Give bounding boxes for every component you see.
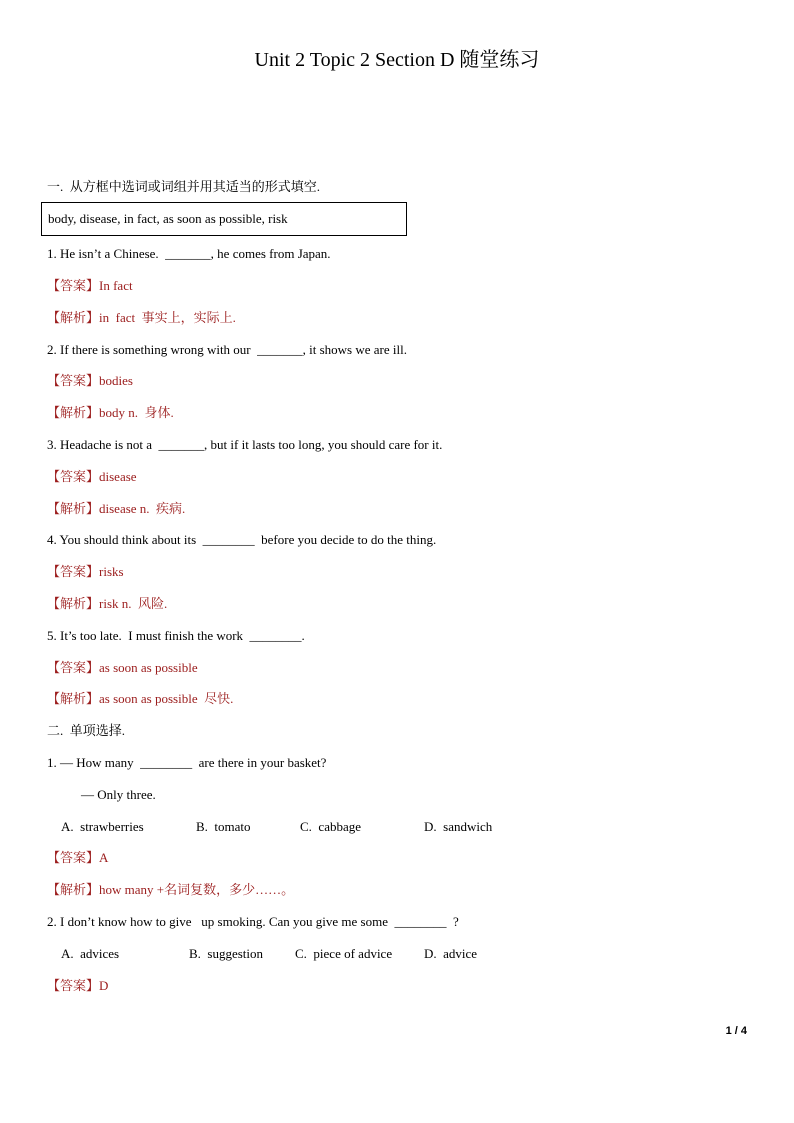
- analysis-tag: 【解析】: [47, 882, 100, 897]
- analysis-tag: 【解析】: [47, 501, 100, 516]
- mc-question-2-options: [0, 945, 794, 1053]
- option-d: D. advice: [424, 946, 478, 961]
- analysis-tag: 【解析】: [47, 596, 100, 611]
- answer-3: [47, 468, 137, 486]
- answer-4: [47, 563, 124, 581]
- page-number: 1 / 4: [725, 1025, 747, 1037]
- analysis-4: [47, 595, 167, 613]
- option-a: A. advices: [61, 946, 120, 961]
- word-box: body, disease, in fact, as soon as possible, risk: [41, 202, 407, 236]
- answer-tag: 【答案】: [47, 373, 100, 388]
- analysis-1: [47, 309, 236, 327]
- question-2: 2. If there is something wrong with our _______, it shows we are ill.: [47, 342, 407, 357]
- mc-question-2: 2. I don’t know how to give up smoking. Can you give me some ________ ?: [47, 914, 459, 929]
- answer-text: risks: [99, 564, 124, 579]
- answer-5: [47, 659, 198, 677]
- analysis-5: [47, 690, 233, 708]
- analysis-3: [47, 500, 185, 518]
- option-d: D. sandwich: [424, 819, 493, 834]
- analysis-text: how many +名词复数，多少……。: [99, 882, 295, 897]
- question-1: 1. He isn’t a Chinese. _______, he comes from Japan.: [47, 246, 331, 261]
- analysis-tag: 【解析】: [47, 310, 100, 325]
- analysis-text: body n. 身体.: [99, 405, 174, 420]
- option-a: A. strawberries: [61, 819, 144, 834]
- option-b: B. tomato: [196, 819, 251, 834]
- answer-text: bodies: [99, 373, 133, 388]
- option-c: C. cabbage: [300, 819, 362, 834]
- answer-tag: 【答案】: [47, 278, 100, 293]
- answer-text: disease: [99, 469, 137, 484]
- analysis-2: [47, 404, 174, 422]
- answer-tag: 【答案】: [47, 660, 100, 675]
- mc-question-1-options: [0, 818, 794, 926]
- section1-heading: 一. 从方框中选词或词组并用其适当的形式填空.: [47, 179, 321, 194]
- analysis-tag: 【解析】: [47, 405, 100, 420]
- analysis-tag: 【解析】: [47, 691, 100, 706]
- question-5: 5. It’s too late. I must finish the work ________.: [47, 628, 305, 643]
- answer-tag: 【答案】: [47, 850, 100, 865]
- answer-text: In fact: [99, 278, 133, 293]
- answer-tag: 【答案】: [47, 564, 100, 579]
- answer-text: D: [99, 978, 109, 993]
- section2-heading: 二. 单项选择.: [47, 723, 126, 738]
- mc-question-1: 1. — How many ________ are there in your basket?: [47, 755, 327, 770]
- mc-analysis-1: [47, 881, 294, 899]
- mc-answer-1: [47, 849, 108, 867]
- answer-tag: 【答案】: [47, 978, 100, 993]
- answer-text: as soon as possible: [99, 660, 198, 675]
- answer-1: [47, 277, 133, 295]
- mc-answer-2: [47, 977, 108, 995]
- page-title: Unit 2 Topic 2 Section D 随堂练习: [254, 49, 540, 71]
- analysis-text: disease n. 疾病.: [99, 501, 186, 516]
- analysis-text: in fact 事实上，实际上.: [99, 310, 236, 325]
- answer-text: A: [99, 850, 109, 865]
- question-4: 4. You should think about its ________ before you decide to do the thing.: [47, 532, 437, 547]
- answer-2: [47, 372, 133, 390]
- option-b: B. suggestion: [189, 946, 264, 961]
- mc-question-1-reply: — Only three.: [81, 787, 156, 802]
- option-c: C. piece of advice: [295, 946, 393, 961]
- analysis-text: risk n. 风险.: [99, 596, 168, 611]
- analysis-text: as soon as possible 尽快.: [99, 691, 234, 706]
- answer-tag: 【答案】: [47, 469, 100, 484]
- question-3: 3. Headache is not a _______, but if it lasts too long, you should care for it.: [47, 437, 443, 452]
